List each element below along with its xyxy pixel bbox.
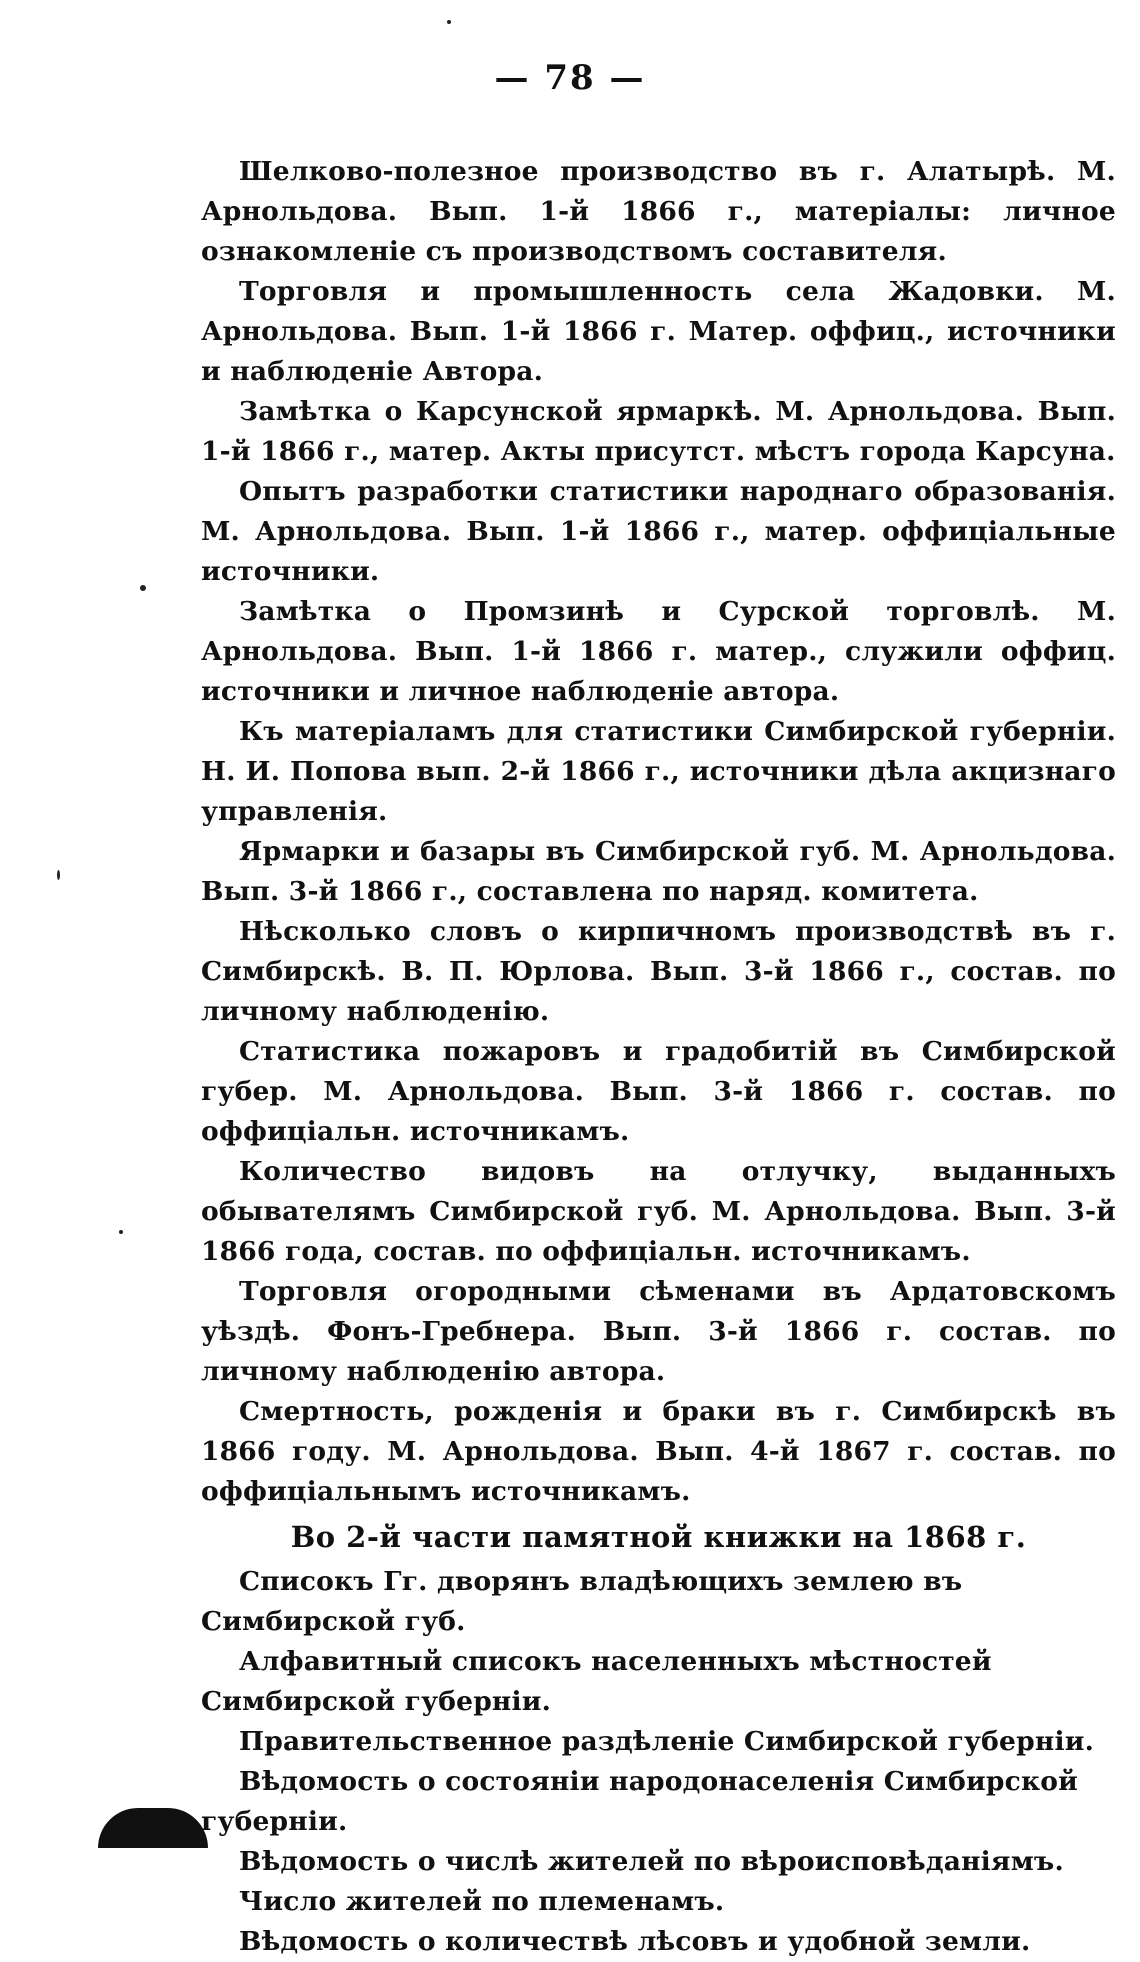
list-item: Правительственное раздѣленіе Симбирской губерніи. [239,1726,1094,1757]
list-item: Списокъ Гг. дворянъ владѣющихъ землею въ Симбирской губ. [201,1566,963,1637]
bibliography-entry: Торговля и промышленность села Жадовки. М. Арнольдова. Вып. 1-й 1866 г. Матер. оффиц., источники и наблюденіе Автора. [201,276,1116,387]
bibliography-entry: Замѣтка о Карсунской ярмаркѣ. М. Арнольдова. Вып. 1-й 1866 г., матер. Акты присутст. мѣстъ города Карсуна. [201,396,1116,467]
ink-speck [140,585,146,591]
bibliography-entry: Статистика пожаровъ и градобитій въ Симбирской губер. М. Арнольдова. Вып. 3-й 1866 г. состав. по оффиціальн. источникамъ. [201,1036,1116,1147]
list-item: Вѣдомость о числѣ жителей по вѣроисповѣданіямъ. [239,1846,1064,1877]
bibliography-entry: Замѣтка о Промзинѣ и Сурской торговлѣ. М. Арнольдова. Вып. 1-й 1866 г. матер., служили оффиц. источники и личное наблюденіе автора. [201,596,1116,707]
bibliography-entry: Нѣсколько словъ о кирпичномъ производствѣ въ г. Симбирскѣ. В. П. Юрлова. Вып. 3-й 1866 г., состав. по личному наблюденію. [201,916,1116,1027]
list-item: Вѣдомость о количествѣ лѣсовъ и удобной земли. [239,1926,1031,1957]
ink-speck [119,1230,123,1234]
page-number: — 78 — [494,58,646,98]
contents-list [201,1562,1116,1962]
ink-speck [57,870,60,880]
bibliography-entry: Шелково-полезное производство въ г. Алатырѣ. М. Арнольдова. Вып. 1-й 1866 г., матеріалы: личное ознакомленіе съ производствомъ составителя. [201,156,1116,267]
page-content [201,152,1116,1962]
section-heading: Во 2-й части памятной книжки на 1868 г. [290,1520,1027,1554]
bibliography-entry: Опытъ разработки статистики народнаго образованія. М. Арнольдова. Вып. 1-й 1866 г., матер. оффиціальные источники. [201,476,1116,587]
list-item: Вѣдомость о состояніи народонаселенія Симбирской губерніи. [201,1766,1079,1837]
ink-speck [447,20,451,24]
bibliography-entry: Къ матеріаламъ для статистики Симбирской губерніи. Н. И. Попова вып. 2-й 1866 г., источники дѣла акцизнаго управленія. [201,716,1116,827]
list-item: Алфавитный списокъ населенныхъ мѣстностей Симбирской губерніи. [201,1646,992,1717]
list-item: Число жителей по племенамъ. [239,1886,725,1917]
bibliography-entry: Торговля огородными сѣменами въ Ардатовскомъ уѣздѣ. Фонъ-Гребнера. Вып. 3-й 1866 г. состав. по личному наблюденію автора. [201,1276,1116,1387]
ink-blot [98,1808,208,1848]
bibliography-entry: Смертность, рожденія и браки въ г. Симбирскѣ въ 1866 году. М. Арнольдова. Вып. 4-й 1867 г. состав. по оффиціальнымъ источникамъ. [201,1396,1116,1507]
bibliography-entry: Ярмарки и базары въ Симбирской губ. М. Арнольдова. Вып. 3-й 1866 г., составлена по наряд. комитета. [201,836,1116,907]
bibliography-entry: Количество видовъ на отлучку, выданныхъ обывателямъ Симбирской губ. М. Арнольдова. Вып. 3-й 1866 года, состав. по оффиціальн. источникамъ. [201,1156,1116,1267]
